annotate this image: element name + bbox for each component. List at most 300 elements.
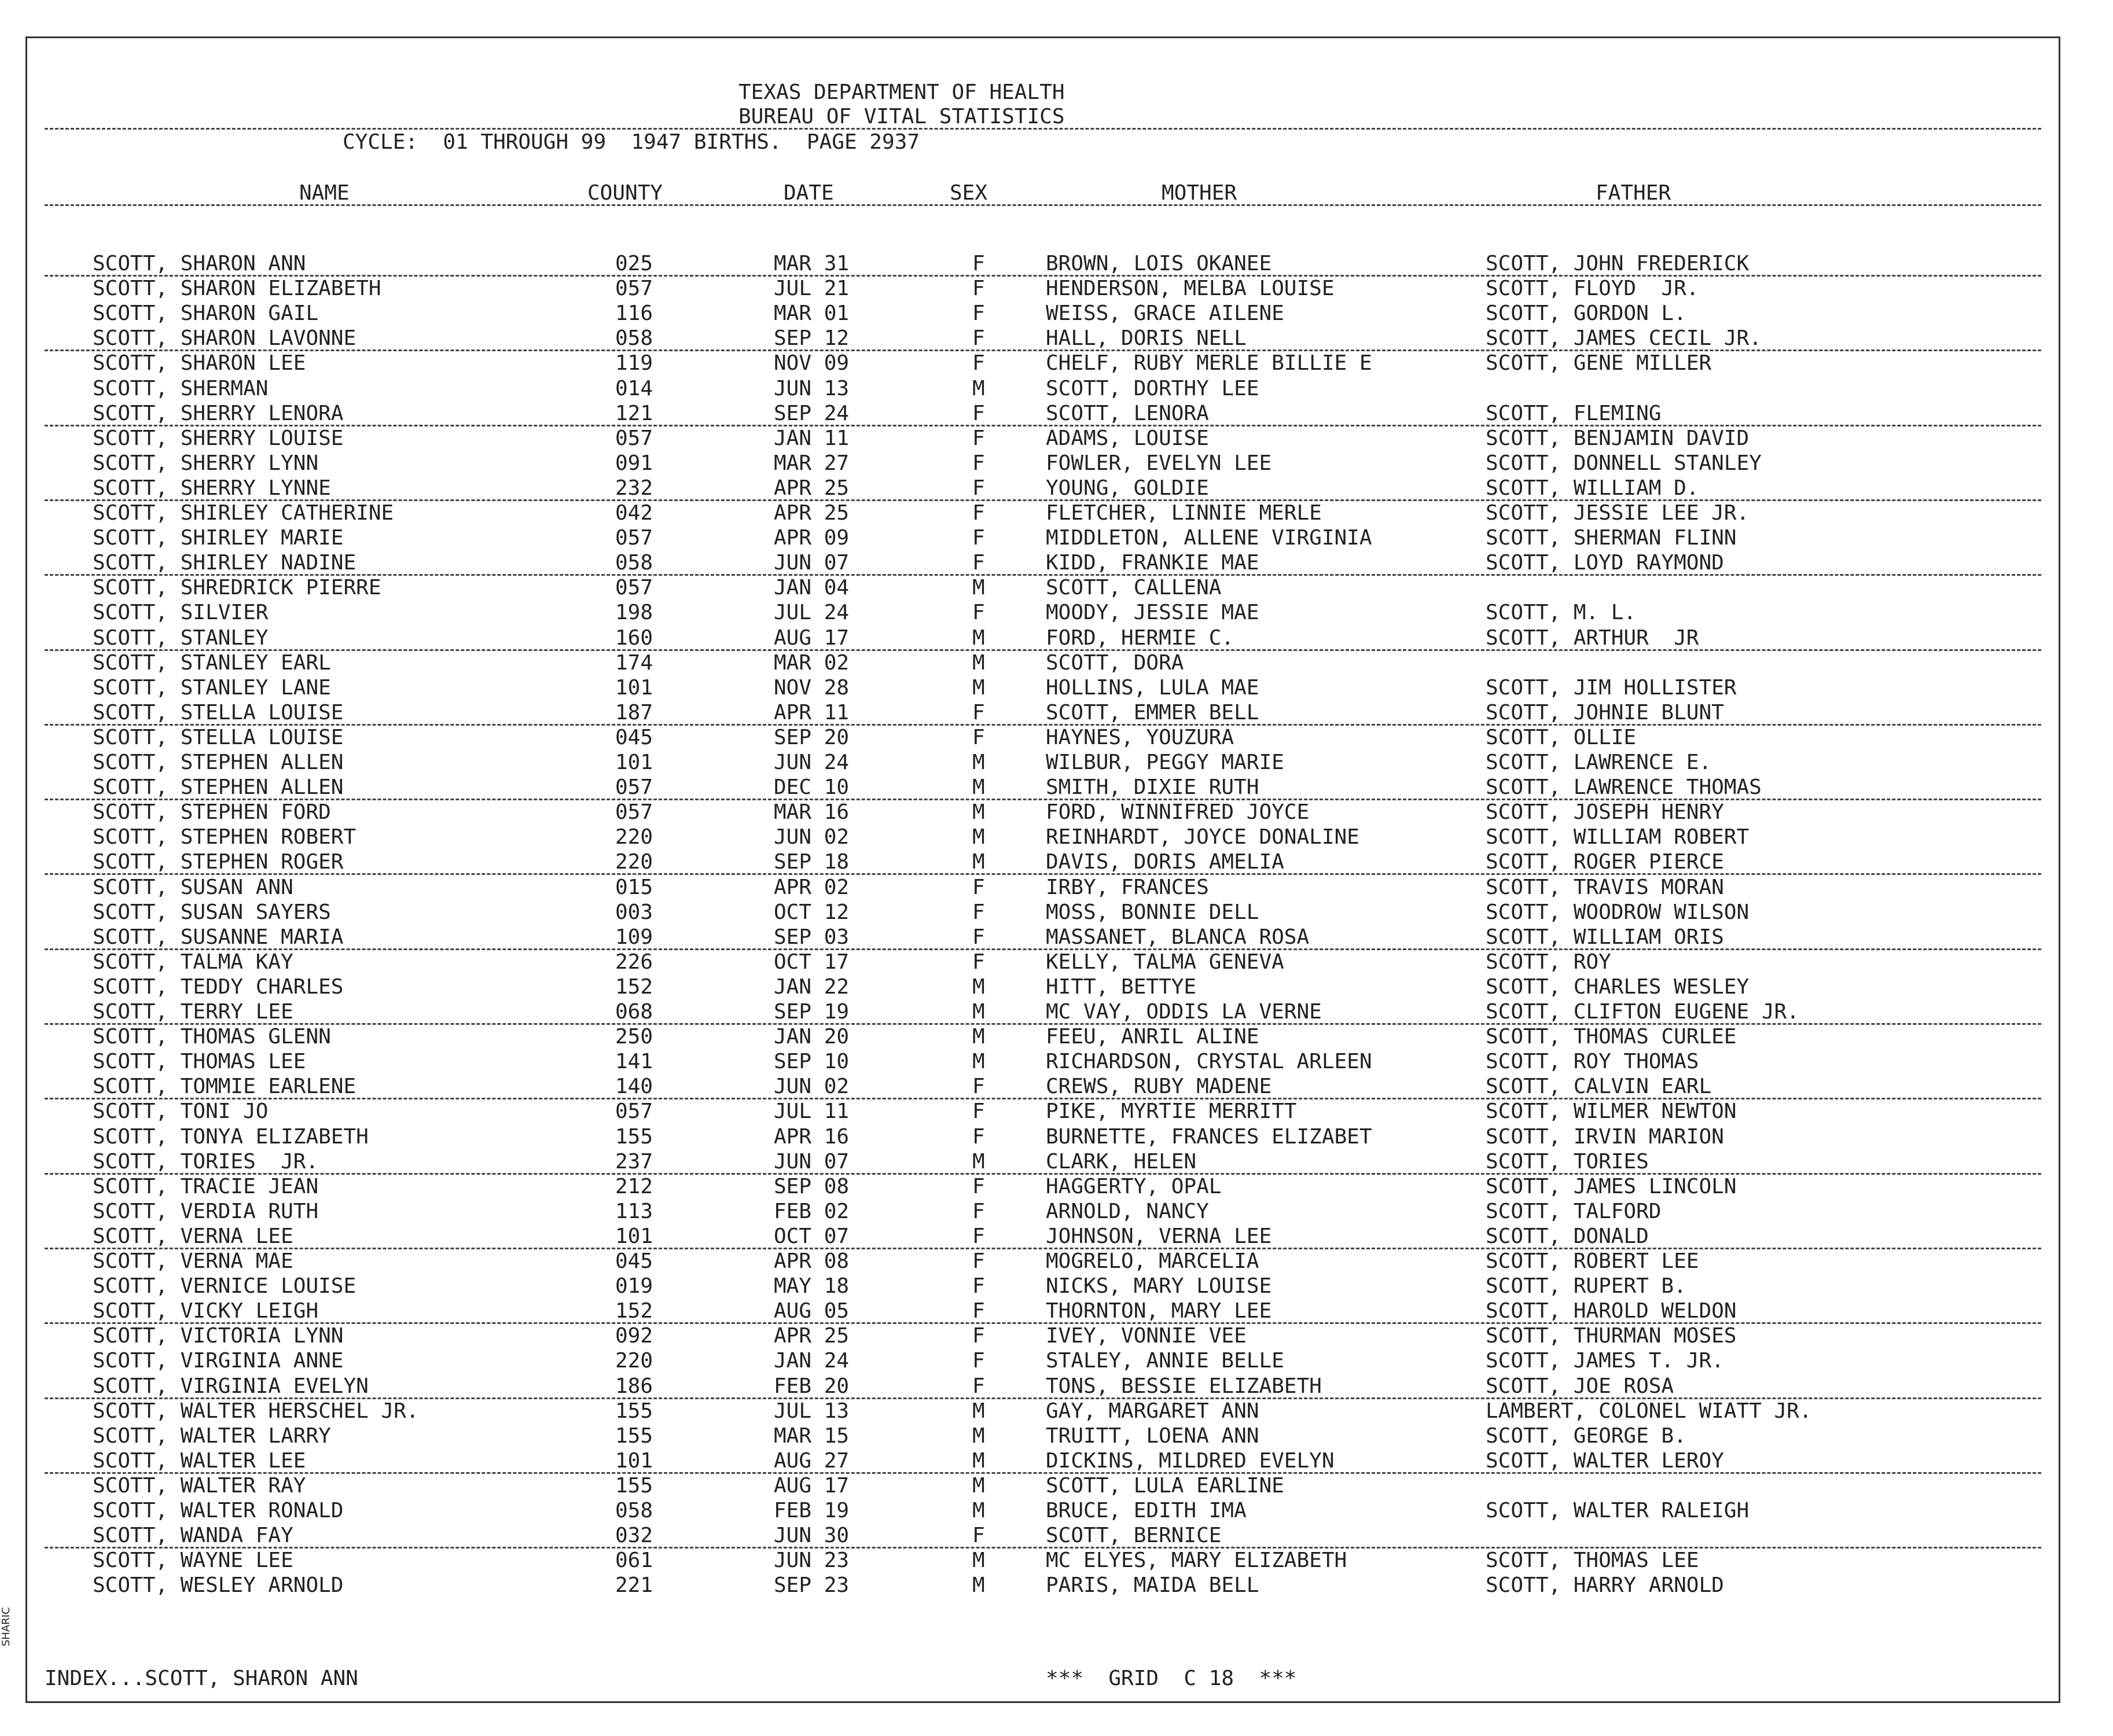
table-row: [27, 1473, 2059, 1498]
table-row: [27, 1149, 2059, 1174]
row-date: JUL 24: [774, 601, 850, 625]
row-sex: F: [972, 875, 985, 899]
row-county: 057: [615, 800, 653, 825]
row-name: SCOTT, THOMAS GLENN: [93, 1025, 331, 1049]
table-row: [27, 849, 2059, 874]
table-row: [27, 376, 2059, 401]
row-father: SCOTT, WILLIAM ROBERT: [1486, 825, 1750, 849]
row-father: SCOTT, GEORGE B.: [1486, 1424, 1686, 1448]
row-date: FEB 19: [774, 1499, 850, 1522]
table-row: [27, 1024, 2059, 1049]
row-mother: FLETCHER, LINNIE MERLE: [1046, 501, 1322, 525]
row-date: MAR 15: [774, 1424, 850, 1448]
col-county: COUNTY: [587, 181, 663, 205]
row-father: SCOTT, JOHNIE BLUNT: [1486, 700, 1724, 724]
row-name: SCOTT, SHIRLEY MARIE: [93, 526, 344, 550]
row-sex: F: [972, 1349, 985, 1373]
row-sex: F: [972, 426, 985, 450]
row-county: 019: [615, 1274, 653, 1299]
col-father: FATHER: [1596, 181, 1671, 205]
row-sex: F: [972, 1524, 985, 1548]
row-mother: ARNOLD, NANCY: [1046, 1199, 1209, 1223]
row-sex: F: [972, 1199, 985, 1223]
row-mother: SCOTT, LENORA: [1046, 401, 1209, 425]
row-mother: FEEU, ANRIL ALINE: [1046, 1025, 1259, 1049]
table-row: [27, 1374, 2059, 1399]
row-date: AUG 05: [774, 1299, 850, 1323]
row-mother: KIDD, FRANKIE MAE: [1046, 551, 1259, 575]
table-row: [27, 1174, 2059, 1199]
row-county: 119: [615, 351, 653, 376]
row-name: SCOTT, VERNICE LOUISE: [93, 1274, 357, 1299]
row-mother: HITT, BETTYE: [1046, 974, 1197, 999]
row-father: SCOTT, M. L.: [1486, 601, 1637, 625]
row-name: SCOTT, SHERRY LENORA: [93, 401, 344, 425]
row-mother: TRUITT, LOENA ANN: [1046, 1424, 1259, 1448]
row-name: SCOTT, STANLEY EARL: [93, 650, 331, 675]
row-mother: YOUNG, GOLDIE: [1046, 476, 1209, 500]
row-date: JUL 21: [774, 277, 850, 301]
col-sex: SEX: [950, 181, 988, 205]
row-date: JUN 24: [774, 751, 850, 774]
table-row: [27, 251, 2059, 276]
row-sex: F: [972, 1374, 985, 1398]
row-sex: F: [972, 700, 985, 724]
row-father: SCOTT, JAMES CECIL JR.: [1486, 326, 1762, 351]
row-sex: M: [972, 751, 985, 774]
row-county: 057: [615, 277, 653, 301]
row-name: SCOTT, SHIRLEY NADINE: [93, 551, 357, 575]
row-father: SCOTT, BENJAMIN DAVID: [1486, 426, 1750, 450]
table-row: [27, 1249, 2059, 1274]
row-sex: M: [972, 1000, 985, 1024]
row-date: FEB 02: [774, 1199, 850, 1223]
table-row: [27, 1224, 2059, 1249]
row-date: APR 25: [774, 501, 850, 525]
row-mother: WILBUR, PEGGY MARIE: [1046, 751, 1284, 774]
table-row: [27, 1348, 2059, 1373]
row-mother: MOSS, BONNIE DELL: [1046, 900, 1259, 924]
row-date: APR 25: [774, 476, 850, 500]
table-row: [27, 575, 2059, 600]
row-name: SCOTT, TRACIE JEAN: [93, 1174, 319, 1198]
table-row: [27, 1049, 2059, 1074]
row-name: SCOTT, VERNA LEE: [93, 1224, 293, 1248]
row-date: APR 16: [774, 1124, 850, 1149]
row-date: APR 08: [774, 1249, 850, 1273]
table-row: [27, 1124, 2059, 1149]
row-date: OCT 17: [774, 950, 850, 974]
row-date: FEB 20: [774, 1374, 850, 1398]
row-mother: HALL, DORIS NELL: [1046, 326, 1247, 351]
row-date: MAR 02: [774, 650, 850, 675]
row-father: SCOTT, ROBERT LEE: [1486, 1249, 1699, 1273]
row-sex: F: [972, 1124, 985, 1149]
row-name: SCOTT, WALTER LARRY: [93, 1424, 331, 1448]
row-date: SEP 03: [774, 925, 850, 949]
row-sex: F: [972, 501, 985, 525]
row-county: 174: [615, 650, 653, 675]
row-name: SCOTT, STEPHEN ROBERT: [93, 825, 357, 849]
row-county: 058: [615, 1499, 653, 1522]
table-row: [27, 1448, 2059, 1473]
row-name: SCOTT, VIRGINIA ANNE: [93, 1349, 344, 1373]
row-sex: F: [972, 725, 985, 749]
row-county: 141: [615, 1050, 653, 1074]
row-name: SCOTT, STANLEY LANE: [93, 675, 331, 700]
row-county: 042: [615, 501, 653, 525]
row-county: 221: [615, 1573, 653, 1598]
row-sex: F: [972, 326, 985, 351]
row-date: JUN 30: [774, 1524, 850, 1548]
row-sex: F: [972, 401, 985, 425]
table-row: [27, 501, 2059, 525]
table-row: [27, 1074, 2059, 1099]
row-date: SEP 23: [774, 1573, 850, 1598]
row-mother: KELLY, TALMA GENEVA: [1046, 950, 1284, 974]
row-date: JUN 13: [774, 376, 850, 400]
row-county: 092: [615, 1324, 653, 1348]
row-name: SCOTT, WALTER RAY: [93, 1473, 306, 1498]
row-father: SCOTT, WALTER LEROY: [1486, 1448, 1724, 1473]
row-sex: M: [972, 626, 985, 650]
row-father: SCOTT, WOODROW WILSON: [1486, 900, 1750, 924]
row-father: SCOTT, LOYD RAYMOND: [1486, 551, 1724, 575]
row-name: SCOTT, WANDA FAY: [93, 1524, 293, 1548]
row-sex: F: [972, 1174, 985, 1198]
row-father: SCOTT, ARTHUR JR: [1486, 626, 1699, 650]
row-name: SCOTT, TONYA ELIZABETH: [93, 1124, 369, 1149]
table-row: [27, 900, 2059, 925]
row-county: 057: [615, 1099, 653, 1124]
row-mother: REINHARDT, JOYCE DONALINE: [1046, 825, 1359, 849]
row-sex: F: [972, 277, 985, 301]
row-sex: M: [972, 1424, 985, 1448]
row-name: SCOTT, WALTER RONALD: [93, 1499, 344, 1522]
row-county: 057: [615, 775, 653, 800]
row-sex: M: [972, 376, 985, 400]
table-row: [27, 700, 2059, 725]
col-date: DATE: [784, 181, 834, 205]
row-sex: F: [972, 1224, 985, 1248]
row-name: SCOTT, SHARON ANN: [93, 252, 306, 275]
row-date: JUN 23: [774, 1549, 850, 1573]
row-father: SCOTT, GENE MILLER: [1486, 351, 1712, 376]
row-date: NOV 09: [774, 351, 850, 376]
row-mother: PARIS, MAIDA BELL: [1046, 1573, 1259, 1598]
row-county: 226: [615, 950, 653, 974]
table-row: [27, 650, 2059, 675]
row-mother: STALEY, ANNIE BELLE: [1046, 1349, 1284, 1373]
row-county: 220: [615, 1349, 653, 1373]
table-row: [27, 525, 2059, 550]
table-row: [27, 476, 2059, 501]
row-sex: F: [972, 551, 985, 575]
row-mother: SCOTT, CALLENA: [1046, 576, 1222, 600]
row-date: JAN 04: [774, 576, 850, 600]
row-name: SCOTT, VIRGINIA EVELYN: [93, 1374, 369, 1398]
row-mother: RICHARDSON, CRYSTAL ARLEEN: [1046, 1050, 1372, 1074]
row-county: 237: [615, 1149, 653, 1174]
row-county: 212: [615, 1174, 653, 1198]
table-row: [27, 600, 2059, 625]
row-father: SCOTT, LAWRENCE THOMAS: [1486, 775, 1762, 800]
row-sex: M: [972, 775, 985, 800]
row-name: SCOTT, SHERRY LOUISE: [93, 426, 344, 450]
table-row: [27, 1399, 2059, 1424]
row-mother: ADAMS, LOUISE: [1046, 426, 1209, 450]
row-date: SEP 12: [774, 326, 850, 351]
row-county: 101: [615, 675, 653, 700]
table-row: [27, 875, 2059, 900]
row-mother: JOHNSON, VERNA LEE: [1046, 1224, 1272, 1248]
row-father: SCOTT, JIM HOLLISTER: [1486, 675, 1737, 700]
row-county: 155: [615, 1424, 653, 1448]
row-father: SCOTT, WILLIAM ORIS: [1486, 925, 1724, 949]
row-mother: HENDERSON, MELBA LOUISE: [1046, 277, 1335, 301]
row-mother: HOLLINS, LULA MAE: [1046, 675, 1259, 700]
row-date: SEP 20: [774, 725, 850, 749]
row-sex: M: [972, 1399, 985, 1423]
row-date: AUG 17: [774, 1473, 850, 1498]
row-sex: M: [972, 1050, 985, 1074]
table-row: [27, 451, 2059, 476]
table-row: [27, 950, 2059, 974]
table-row: [27, 675, 2059, 700]
row-mother: SCOTT, DORA: [1046, 650, 1184, 675]
row-father: SCOTT, OLLIE: [1486, 725, 1637, 749]
row-sex: F: [972, 476, 985, 500]
row-date: APR 09: [774, 526, 850, 550]
column-header-rule: [45, 204, 2041, 206]
row-date: MAR 31: [774, 252, 850, 275]
row-sex: F: [972, 451, 985, 475]
row-sex: F: [972, 601, 985, 625]
row-father: SCOTT, DONALD: [1486, 1224, 1649, 1248]
row-county: 232: [615, 476, 653, 500]
row-mother: MC VAY, ODDIS LA VERNE: [1046, 1000, 1322, 1024]
col-mother: MOTHER: [1162, 181, 1237, 205]
row-father: SCOTT, WILLIAM D.: [1486, 476, 1699, 500]
row-mother: MASSANET, BLANCA ROSA: [1046, 925, 1310, 949]
row-date: JAN 11: [774, 426, 850, 450]
table-row: [27, 925, 2059, 950]
row-county: 045: [615, 725, 653, 749]
row-date: MAY 18: [774, 1274, 850, 1299]
side-label: SHARIC: [0, 1607, 12, 1646]
row-sex: M: [972, 1499, 985, 1522]
row-father: SCOTT, ROY: [1486, 950, 1611, 974]
row-sex: F: [972, 1249, 985, 1273]
row-name: SCOTT, STELLA LOUISE: [93, 700, 344, 724]
row-county: 058: [615, 551, 653, 575]
row-county: 113: [615, 1199, 653, 1223]
row-sex: F: [972, 1324, 985, 1348]
row-father: SCOTT, FLEMING: [1486, 401, 1662, 425]
row-county: 109: [615, 925, 653, 949]
row-father: SCOTT, IRVIN MARION: [1486, 1124, 1724, 1149]
row-mother: IRBY, FRANCES: [1046, 875, 1209, 899]
row-name: SCOTT, SHERRY LYNN: [93, 451, 319, 475]
row-county: 057: [615, 426, 653, 450]
row-sex: F: [972, 1274, 985, 1299]
row-name: SCOTT, SHERRY LYNNE: [93, 476, 331, 500]
table-row: [27, 1498, 2059, 1523]
table-row: [27, 750, 2059, 775]
row-date: JUL 11: [774, 1099, 850, 1124]
row-county: 058: [615, 326, 653, 351]
row-mother: DICKINS, MILDRED EVELYN: [1046, 1448, 1335, 1473]
row-father: SCOTT, ROGER PIERCE: [1486, 850, 1724, 874]
row-father: SCOTT, THOMAS CURLEE: [1486, 1025, 1737, 1049]
row-date: SEP 24: [774, 401, 850, 425]
row-mother: SCOTT, DORTHY LEE: [1046, 376, 1259, 400]
row-name: SCOTT, SUSANNE MARIA: [93, 925, 344, 949]
row-county: 068: [615, 1000, 653, 1024]
row-mother: PIKE, MYRTIE MERRITT: [1046, 1099, 1297, 1124]
row-name: SCOTT, SHIRLEY CATHERINE: [93, 501, 394, 525]
row-county: 014: [615, 376, 653, 400]
cycle-line: CYCLE: 01 THROUGH 99 1947 BIRTHS. PAGE 2937: [343, 130, 920, 154]
row-county: 057: [615, 526, 653, 550]
row-mother: GAY, MARGARET ANN: [1046, 1399, 1259, 1423]
row-date: JAN 20: [774, 1025, 850, 1049]
row-county: 186: [615, 1374, 653, 1398]
row-mother: CREWS, RUBY MADENE: [1046, 1075, 1272, 1099]
row-name: SCOTT, VICTORIA LYNN: [93, 1324, 344, 1348]
row-date: JAN 24: [774, 1349, 850, 1373]
row-name: SCOTT, SHARON LEE: [93, 351, 306, 376]
row-county: 061: [615, 1549, 653, 1573]
table-row: [27, 401, 2059, 426]
row-date: MAR 27: [774, 451, 850, 475]
row-sex: M: [972, 1025, 985, 1049]
row-father: SCOTT, FLOYD JR.: [1486, 277, 1699, 301]
table-row: [27, 974, 2059, 999]
row-county: 155: [615, 1399, 653, 1423]
row-county: 057: [615, 576, 653, 600]
row-name: SCOTT, STEPHEN ALLEN: [93, 751, 344, 774]
row-mother: MIDDLETON, ALLENE VIRGINIA: [1046, 526, 1372, 550]
row-mother: IVEY, VONNIE VEE: [1046, 1324, 1247, 1348]
row-name: SCOTT, STANLEY: [93, 626, 269, 650]
table-row: [27, 1323, 2059, 1348]
row-mother: FORD, HERMIE C.: [1046, 626, 1234, 650]
row-county: 101: [615, 751, 653, 774]
table-row: [27, 1099, 2059, 1124]
table-row: [27, 999, 2059, 1024]
row-name: SCOTT, SHARON ELIZABETH: [93, 277, 381, 301]
row-name: SCOTT, STEPHEN ALLEN: [93, 775, 344, 800]
row-sex: F: [972, 1075, 985, 1099]
row-mother: WEISS, GRACE AILENE: [1046, 301, 1284, 326]
row-sex: F: [972, 950, 985, 974]
row-father: SCOTT, TALFORD: [1486, 1199, 1662, 1223]
row-county: 015: [615, 875, 653, 899]
row-father: SCOTT, JAMES T. JR.: [1486, 1349, 1724, 1373]
row-date: JAN 22: [774, 974, 850, 999]
row-date: JUN 07: [774, 551, 850, 575]
row-mother: TONS, BESSIE ELIZABETH: [1046, 1374, 1322, 1398]
table-row: [27, 825, 2059, 849]
row-father: SCOTT, HAROLD WELDON: [1486, 1299, 1737, 1323]
row-date: DEC 10: [774, 775, 850, 800]
row-father: SCOTT, THURMAN MOSES: [1486, 1324, 1737, 1348]
table-row: [27, 1274, 2059, 1299]
row-date: APR 25: [774, 1324, 850, 1348]
row-date: OCT 07: [774, 1224, 850, 1248]
row-mother: MC ELYES, MARY ELIZABETH: [1046, 1549, 1347, 1573]
row-father: SCOTT, JOE ROSA: [1486, 1374, 1674, 1398]
row-county: 198: [615, 601, 653, 625]
row-sex: M: [972, 675, 985, 700]
row-father: SCOTT, JOHN FREDERICK: [1486, 252, 1750, 275]
row-mother: NICKS, MARY LOUISE: [1046, 1274, 1272, 1299]
row-sex: F: [972, 1299, 985, 1323]
row-name: SCOTT, TEDDY CHARLES: [93, 974, 344, 999]
row-name: SCOTT, SILVIER: [93, 601, 269, 625]
header-rule: [45, 128, 2041, 130]
table-row: [27, 1299, 2059, 1323]
row-sex: F: [972, 925, 985, 949]
row-father: SCOTT, LAWRENCE E.: [1486, 751, 1712, 774]
row-date: JUN 02: [774, 825, 850, 849]
row-sex: M: [972, 576, 985, 600]
row-father: SCOTT, HARRY ARNOLD: [1486, 1573, 1724, 1598]
row-mother: THORNTON, MARY LEE: [1046, 1299, 1272, 1323]
row-mother: BRUCE, EDITH IMA: [1046, 1499, 1247, 1522]
row-mother: DAVIS, DORIS AMELIA: [1046, 850, 1284, 874]
row-county: 155: [615, 1124, 653, 1149]
row-county: 152: [615, 974, 653, 999]
row-name: SCOTT, TONI JO: [93, 1099, 269, 1124]
table-row: [27, 326, 2059, 351]
row-sex: F: [972, 1099, 985, 1124]
row-county: 160: [615, 626, 653, 650]
row-county: 140: [615, 1075, 653, 1099]
row-sex: F: [972, 351, 985, 376]
document-frame: [25, 36, 2060, 1703]
index-label: INDEX...SCOTT, SHARON ANN: [45, 1667, 358, 1690]
row-mother: HAYNES, YOUZURA: [1046, 725, 1234, 749]
row-county: 187: [615, 700, 653, 724]
row-date: APR 11: [774, 700, 850, 724]
row-name: SCOTT, WESLEY ARNOLD: [93, 1573, 344, 1598]
row-father: SCOTT, RUPERT B.: [1486, 1274, 1686, 1299]
row-sex: M: [972, 825, 985, 849]
row-date: APR 02: [774, 875, 850, 899]
row-father: SCOTT, ROY THOMAS: [1486, 1050, 1699, 1074]
row-mother: SCOTT, BERNICE: [1046, 1524, 1222, 1548]
row-mother: CHELF, RUBY MERLE BILLIE E: [1046, 351, 1372, 376]
table-row: [27, 351, 2059, 376]
table-row: [27, 1548, 2059, 1573]
row-county: 025: [615, 252, 653, 275]
row-name: SCOTT, TORIES JR.: [93, 1149, 319, 1174]
row-date: MAR 01: [774, 301, 850, 326]
row-sex: M: [972, 1149, 985, 1174]
row-county: 101: [615, 1448, 653, 1473]
row-sex: M: [972, 1448, 985, 1473]
row-name: SCOTT, VICKY LEIGH: [93, 1299, 319, 1323]
row-sex: M: [972, 974, 985, 999]
row-date: NOV 28: [774, 675, 850, 700]
row-county: 220: [615, 825, 653, 849]
row-father: SCOTT, GORDON L.: [1486, 301, 1686, 326]
row-county: 220: [615, 850, 653, 874]
row-county: 091: [615, 451, 653, 475]
row-name: SCOTT, WALTER LEE: [93, 1448, 306, 1473]
